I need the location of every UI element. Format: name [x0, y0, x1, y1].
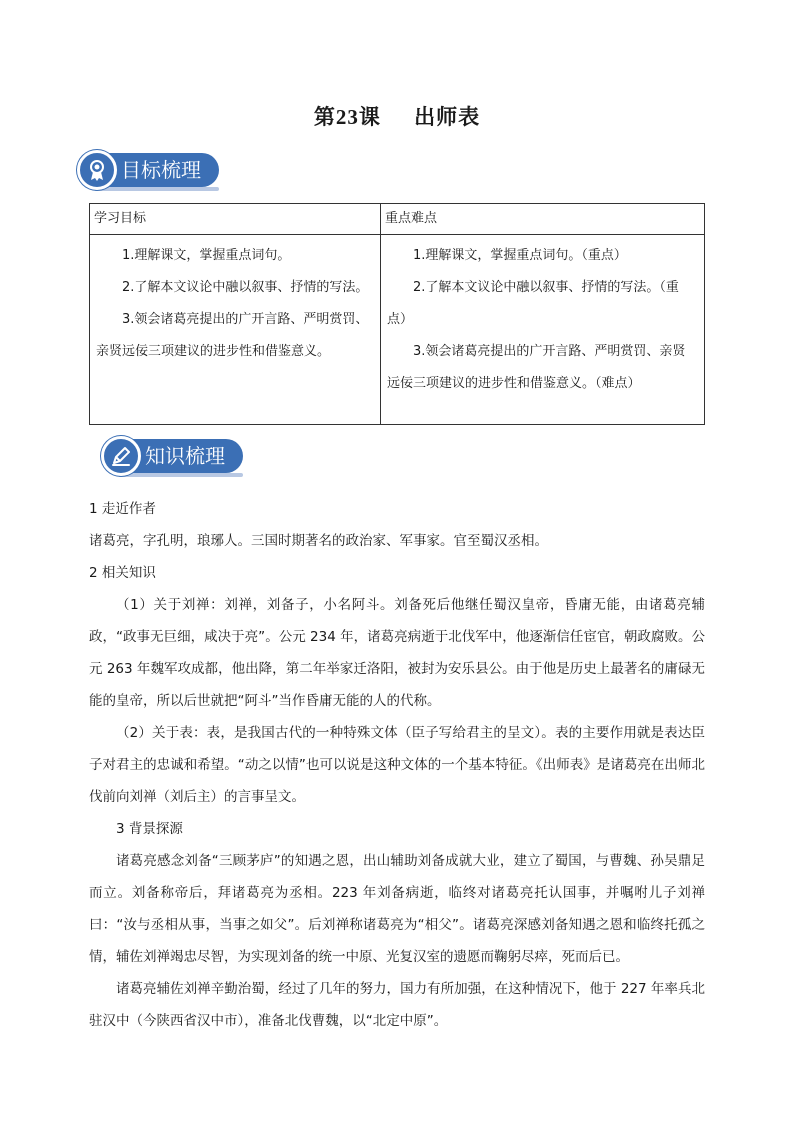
background-paragraph: 诸葛亮辅佐刘禅辛勤治蜀，经过了几年的努力，国力有所加强，在这种情况下，他于 227 年率兵北驻汉中（今陕西省汉中市），准备北伐曹魏，以“北定中原”。: [89, 981, 705, 1029]
ribbon-medal-icon: [77, 150, 117, 190]
title-suffix: 课: [358, 104, 381, 129]
biao-paragraph: （2）关于表：表，是我国古代的一种特殊文体（臣子写给君主的呈文）。表的主要作用就是表达臣子对君主的忠诚和希望。“动之以情”也可以说是这种文体的一个基本特征。《出师表》是诸葛亮在出师北伐前向刘禅（刘后主）的言事呈文。: [89, 725, 705, 805]
learning-goal-item: 2.了解本文议论中融以叙事、抒情的写法。: [122, 280, 369, 295]
knowledge-banner-label: 知识梳理: [119, 439, 243, 473]
goals-banner: [77, 150, 247, 190]
title-prefix: 第: [313, 104, 336, 129]
key-point-item: 2.了解本文议论中融以叙事、抒情的写法。（重点）: [387, 280, 679, 327]
pencil-icon: [101, 436, 141, 476]
section-heading: 1 走近作者: [89, 501, 156, 517]
learning-goal-item: 3.领会诸葛亮提出的广开言路、严明赏罚、亲贤远佞三项建议的进步性和借鉴意义。: [96, 312, 369, 359]
header-key-points: 重点难点: [381, 204, 705, 235]
learning-goals-cell: [90, 235, 381, 425]
section-heading: 2 相关知识: [89, 565, 156, 581]
knowledge-banner: [101, 436, 261, 476]
page-title: [0, 101, 794, 131]
goals-table: [89, 203, 705, 425]
lesson-name: 出师表: [414, 104, 481, 129]
background-paragraph: 诸葛亮感念刘备“三顾茅庐”的知遇之恩，出山辅助刘备成就大业，建立了蜀国，与曹魏、孙吴鼎足而立。刘备称帝后，拜诸葛亮为丞相。223 年刘备病逝，临终对诸葛亮托认国事，并嘱咐儿子刘禅曰：“汝与丞相从事，当事之如父”。后刘禅称诸葛亮为“相父”。诸葛亮深感刘备知遇之恩和临终托孤之情，辅佐刘禅竭忠尽智，为实现刘备的统一中原、光复汉室的遗愿而鞠躬尽瘁，死而后已。: [89, 853, 705, 965]
goals-banner-label: 目标梳理: [95, 153, 219, 187]
lesson-number: 23: [335, 105, 359, 129]
liu-shan-paragraph: （1）关于刘禅：刘禅，刘备子，小名阿斗。刘备死后他继任蜀汉皇帝，昏庸无能，由诸葛亮辅政，“政事无巨细，咸决于亮”。公元 234 年，诸葛亮病逝于北伐军中，他逐渐信任宦官，朝政腐败。公元 263 年魏军攻成都，他出降，第二年举家迁洛阳，被封为安乐县公。由于他是历史上最著名的庸碌无能的皇帝，所以后世就把“阿斗”当作昏庸无能的人的代称。: [89, 597, 705, 709]
key-point-item: 3.领会诸葛亮提出的广开言路、严明赏罚、亲贤远佞三项建议的进步性和借鉴意义。（难点）: [387, 344, 686, 391]
knowledge-content: [89, 493, 705, 1037]
section-heading: 3 背景探源: [116, 821, 183, 837]
key-points-cell: [381, 235, 705, 425]
header-learning-goals: 学习目标: [90, 204, 381, 235]
author-intro: 诸葛亮，字孔明，琅琊人。三国时期著名的政治家、军事家。官至蜀汉丞相。: [89, 533, 548, 549]
learning-goal-item: 1.理解课文，掌握重点词句。: [122, 248, 291, 263]
key-point-item: 1.理解课文，掌握重点词句。（重点）: [413, 248, 627, 263]
